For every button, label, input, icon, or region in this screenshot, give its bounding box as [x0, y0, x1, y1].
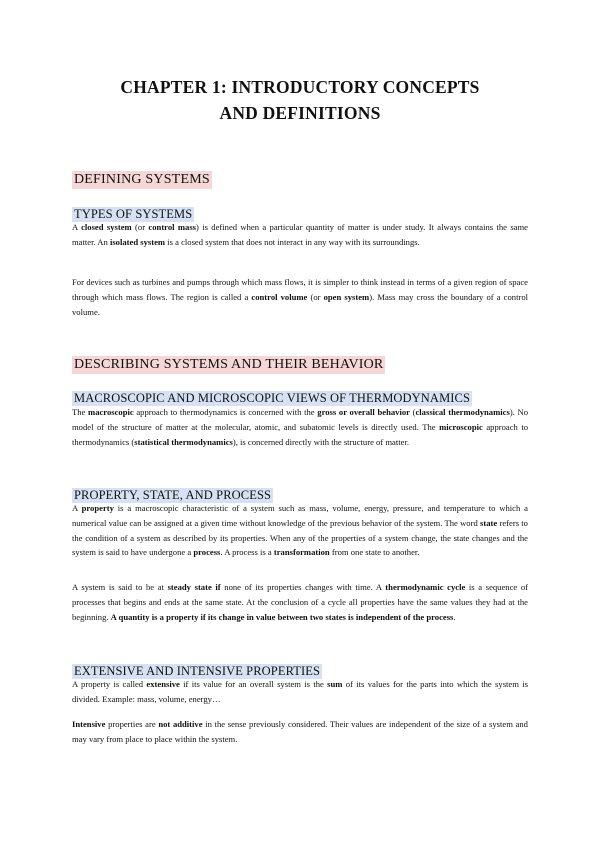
- section-heading-defining-systems: DEFINING SYSTEMS: [74, 172, 210, 187]
- chapter-title-line2: AND DEFINITIONS: [219, 103, 381, 123]
- paragraph-property-definition: A property is a macroscopic characteristic of a system such as mass, volume, energy, pressure, and temperature to which a numerical value can be assigned at a given time without knowledge of the previous behavior of the system. The word state refers to the condition of a system as described by its properties. When any of the properties of a system change, the state changes and the system is said to have undergone a process. A process is a transformation from one state to another.: [72, 503, 528, 558]
- paragraph-macroscopic-approach: The macroscopic approach to thermodynamics is concerned with the gross or overall behavior (classical thermodynamics). No model of the structure of matter at the molecular, atomic, and subatomic levels is directly used. The microscopic approach to thermodynamics (statistical thermodynamics), is concerned directly with the structure of matter.: [72, 407, 529, 447]
- chapter-title-line1: CHAPTER 1: INTRODUCTORY CONCEPTS: [120, 77, 480, 97]
- subsection-heading-property-state-process: PROPERTY, STATE, AND PROCESS: [74, 488, 272, 502]
- paragraph-extensive-property: A property is called extensive if its value for an overall system is the sum of its values for the parts into which the system is divided. Example: mass, volume, energy…: [72, 679, 528, 704]
- subsection-heading-types-of-systems: TYPES OF SYSTEMS: [74, 207, 193, 221]
- paragraph-control-volume: For devices such as turbines and pumps through which mass flows, it is simpler to think instead in terms of a given region of space through which mass flows. The region is called a control volume (or open system). Mass may cross the boundary of a control volume.: [72, 277, 528, 317]
- paragraph-closed-system: A closed system (or control mass) is defined when a particular quantity of matter is under study. It always contains the same matter. An isolated system is a closed system that does not interact in any way with its surroundings.: [72, 222, 528, 247]
- subsection-heading-extensive-intensive: EXTENSIVE AND INTENSIVE PROPERTIES: [74, 664, 321, 678]
- paragraph-steady-state: A system is said to be at steady state if none of its properties changes with time. A thermodynamic cycle is a sequence of processes that begins and ends at the same state. At the conclusion of a cycle all properties have the same values they had at the beginning. A quantity is a property if its change in value between two states is independent of the process.: [72, 582, 529, 622]
- subsection-heading-macro-micro-views: MACROSCOPIC AND MICROSCOPIC VIEWS OF THERMODYNAMICS: [74, 391, 471, 405]
- chapter-title: [0, 74, 600, 126]
- paragraph-intensive-property: Intensive properties are not additive in the sense previously considered. Their values are independent of the size of a system and may vary from place to place within the system.: [72, 719, 528, 744]
- section-heading-describing-systems: DESCRIBING SYSTEMS AND THEIR BEHAVIOR: [74, 357, 384, 372]
